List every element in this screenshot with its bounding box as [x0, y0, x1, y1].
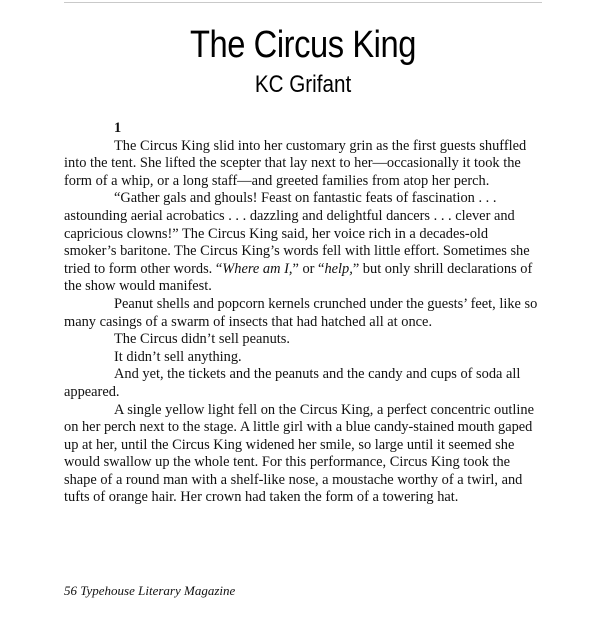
- page-footer: 56 Typehouse Literary Magazine: [64, 583, 236, 598]
- section-number: 1: [114, 120, 122, 136]
- paragraph-2-text-c: ” but only shrill declarations of the show would manifest.: [64, 260, 533, 295]
- paragraph-1: The Circus King slid into her customary grin as the first guests shuffled into the tent. She lifted the scepter that lay next to her—occasionally it took the form of a whip, or a long staff—and greeted families from atop her perch.: [64, 137, 527, 189]
- author-name: KC Grifant: [254, 71, 352, 98]
- story-title: The Circus King: [189, 24, 417, 66]
- paragraph-6: And yet, the tickets and the peanuts and the candy and cups of soda all appeared.: [64, 366, 521, 400]
- paragraph-2-emphasis-help: help,: [324, 260, 353, 277]
- paragraph-2: [64, 190, 540, 296]
- story-body: [64, 120, 540, 507]
- paragraph-2-text-a: “Gather gals and ghouls! Feast on fantastic feats of fascination . . . astounding aerial acrobatics . . . dazzling and delightful dancers . . . clever and capricious clowns!” The Circus King said, her voice rich in a decades-old smoker’s baritone. The Circus King’s words fell with little effort. Sometimes she tried to form other words. “: [64, 190, 530, 277]
- paragraph-3: Peanut shells and popcorn kernels crunched under the guests’ feet, like so many casings of a swarm of insects that had hatched all at once.: [64, 295, 538, 330]
- paragraph-7: A single yellow light fell on the Circus King, a perfect concentric outline on her perch next to the stage. A little girl with a blue candy-stained mouth gaped up at her, until the Circus King widened her smile, so large until it seemed she would swallow up the whole tent. For this performance, Circus King took the shape of a round man with a shelf-like nose, a moustache worthy of a twirl, and tufts of orange hair. Her crown had taken the form of a towering hat.: [64, 401, 535, 506]
- paragraph-2-emphasis-where-am-i: Where am I,: [222, 260, 293, 277]
- top-rule: [64, 2, 542, 3]
- paragraph-2-text-b: ” or “: [292, 260, 325, 277]
- paragraph-4: The Circus didn’t sell peanuts.: [114, 331, 290, 348]
- paragraph-5: It didn’t sell anything.: [114, 348, 242, 365]
